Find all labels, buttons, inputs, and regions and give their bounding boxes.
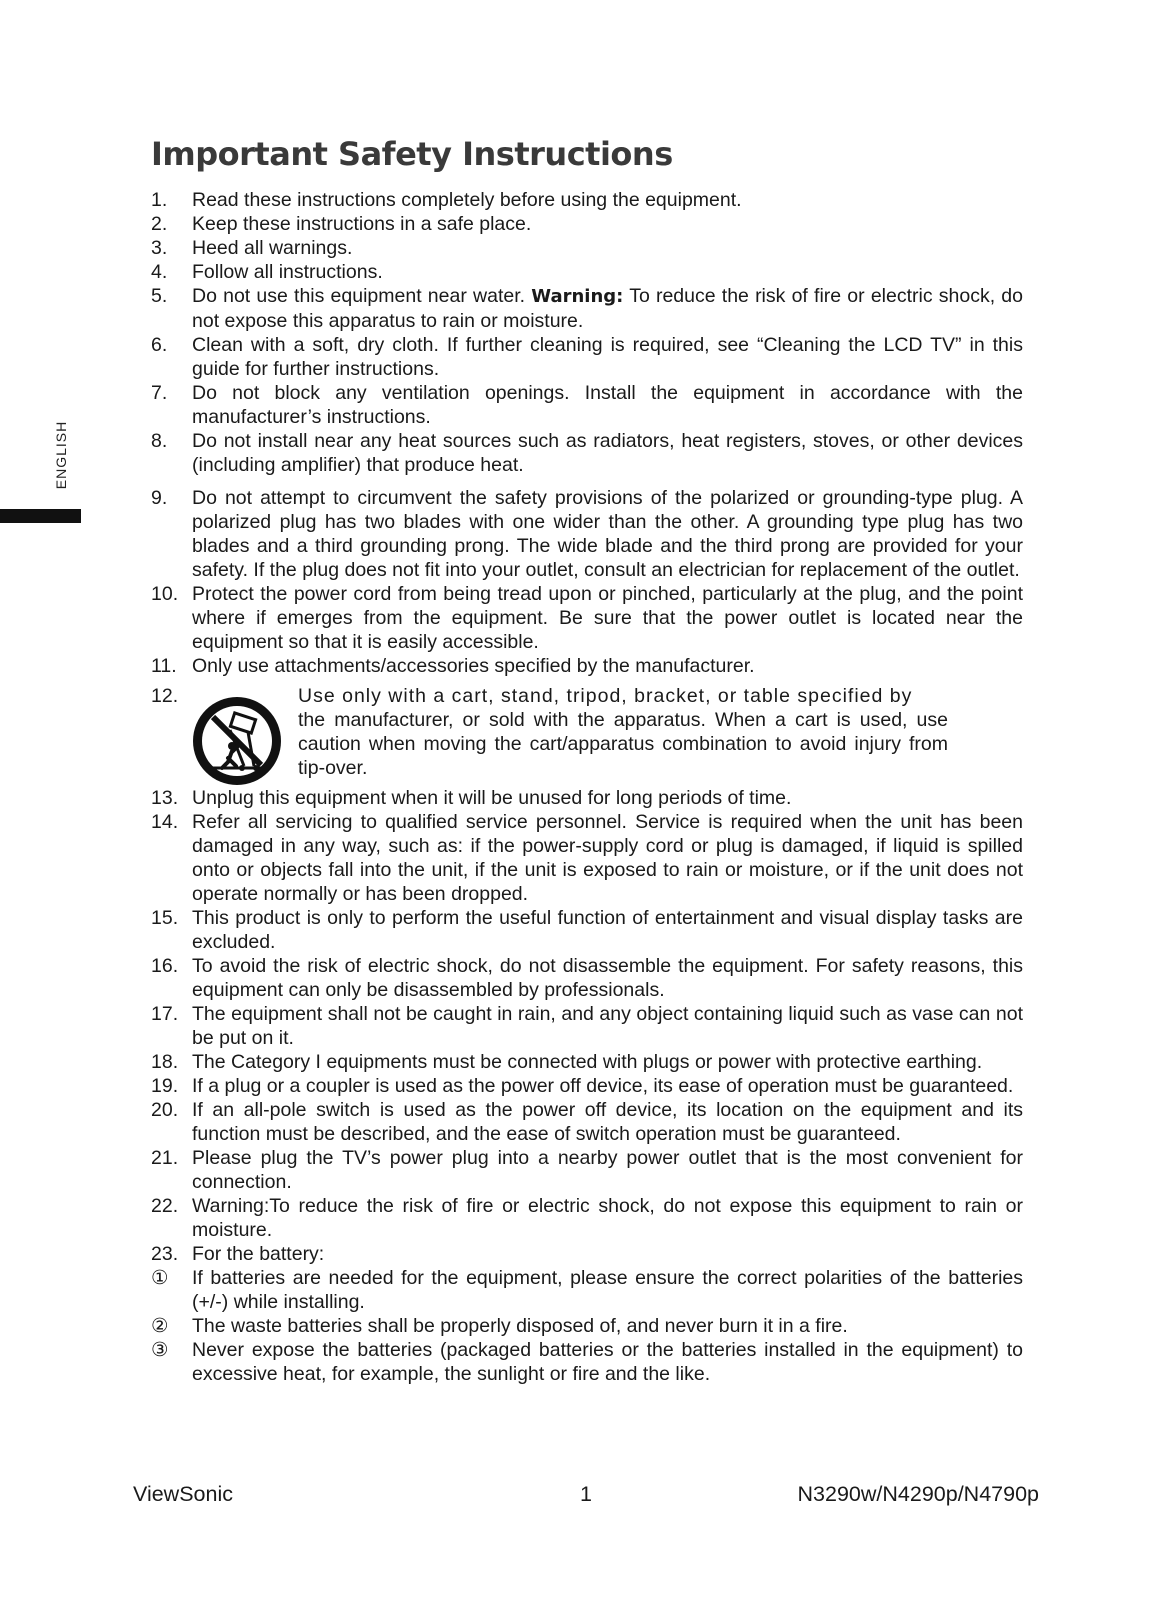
warning-label: Warning: <box>531 286 624 307</box>
list-item <box>151 1266 1023 1314</box>
item-number: 17. <box>151 1003 179 1025</box>
item-text: This product is only to perform the useful function of entertainment and visual display tasks are excluded. <box>192 907 1023 953</box>
item-number: 10. <box>151 583 179 605</box>
item-text: Refer all servicing to qualified service personnel. Service is required when the unit has been damaged in any way, such as: if the power-supply cord or plug is damaged, if liquid is spilled onto or objects fall into the unit, if the unit is exposed to rain or moisture, or if the unit does not operate normally or has been dropped. <box>192 811 1023 905</box>
item-text-first-line: Use only with a cart, stand, tripod, bracket, or table specified by <box>298 685 913 707</box>
list-item <box>151 1194 1023 1242</box>
list-item <box>151 188 1023 212</box>
list-item <box>151 486 1023 582</box>
item-number: 9. <box>151 487 168 509</box>
list-item <box>151 381 1023 429</box>
item-text: If a plug or a coupler is used as the power off device, its ease of operation must be guaranteed. <box>192 1075 1014 1097</box>
item-number: 20. <box>151 1099 179 1121</box>
list-item <box>151 212 1023 236</box>
item-number: 4. <box>151 261 168 283</box>
item-text: Only use attachments/accessories specified by the manufacturer. <box>192 655 755 677</box>
footer-model-numbers: N3290w/N4290p/N4790p <box>797 1482 1039 1506</box>
item-text: Do not install near any heat sources such as radiators, heat registers, stoves, or other devices (including amplifier) that produce heat. <box>192 430 1023 476</box>
item-number: 5. <box>151 285 168 307</box>
item-text-rest: the manufacturer, or sold with the apparatus. When a cart is used, use caution when moving the cart/apparatus combination to avoid injury from tip-over. <box>298 709 948 779</box>
footer-brand: ViewSonic <box>133 1482 233 1506</box>
item-text: Keep these instructions in a safe place. <box>192 213 532 235</box>
item-number: ③ <box>151 1339 169 1361</box>
item-text: If an all-pole switch is used as the power off device, its location on the equipment and its function must be described, and the ease of switch operation must be guaranteed. <box>192 1099 1023 1145</box>
item-number: ① <box>151 1267 169 1289</box>
item-text: Warning:To reduce the risk of fire or electric shock, do not expose this equipment to rain or moisture. <box>192 1195 1023 1241</box>
item-text: For the battery: <box>192 1243 325 1265</box>
page-footer <box>133 1482 1039 1512</box>
list-item <box>151 429 1023 477</box>
item-number: 6. <box>151 334 168 356</box>
item-text: Please plug the TV’s power plug into a nearby power outlet that is the most convenient for connection. <box>192 1147 1023 1193</box>
item-text: Heed all warnings. <box>192 237 353 259</box>
item-number: 3. <box>151 237 168 259</box>
item-text: The Category I equipments must be connected with plugs or power with protective earthing. <box>192 1051 983 1073</box>
list-item <box>151 333 1023 381</box>
item-number: 14. <box>151 811 179 833</box>
item-text: Never expose the batteries (packaged batteries or the batteries installed in the equipment) to excessive heat, for example, the sunlight or fire and the like. <box>192 1339 1023 1385</box>
item-text: Protect the power cord from being tread upon or pinched, particularly at the plug, and the point where if emerges from the equipment. Be sure that the power outlet is located near the equipment so that it is easily accessible. <box>192 583 1023 653</box>
item-text: Do not block any ventilation openings. Install the equipment in accordance with the manufacturer’s instructions. <box>192 382 1023 428</box>
item-text: If batteries are needed for the equipment, please ensure the correct polarities of the batteries (+/-) while installing. <box>192 1267 1023 1313</box>
list-item <box>151 1074 1023 1098</box>
list-item <box>151 786 1023 810</box>
list-item <box>151 1338 1023 1386</box>
item-number: 1. <box>151 189 168 211</box>
language-tab-label: ENGLISH <box>53 420 69 490</box>
item-text <box>192 284 1023 333</box>
item-text-post: To reduce the risk of fire or electric shock, do not expose this apparatus to rain or moisture. <box>192 285 1023 332</box>
item-number: 8. <box>151 430 168 452</box>
item-text <box>298 684 948 780</box>
list-item <box>151 906 1023 954</box>
item-number: 2. <box>151 213 168 235</box>
cart-tip-over-icon <box>192 696 282 786</box>
item-number: 7. <box>151 382 168 404</box>
item-number: ② <box>151 1315 169 1337</box>
list-item <box>151 954 1023 1002</box>
item-number: 16. <box>151 955 179 977</box>
list-item <box>151 1146 1023 1194</box>
list-item <box>151 1314 1023 1338</box>
language-tab-marker <box>0 509 81 523</box>
item-number: 12. <box>151 685 179 707</box>
item-text: Unplug this equipment when it will be unused for long periods of time. <box>192 787 792 809</box>
item-text: Clean with a soft, dry cloth. If further cleaning is required, see “Cleaning the LCD TV” in this guide for further instructions. <box>192 334 1023 380</box>
item-text: The equipment shall not be caught in rain, and any object containing liquid such as vase can not be put on it. <box>192 1003 1023 1049</box>
list-item <box>151 1050 1023 1074</box>
list-item <box>151 1242 1023 1266</box>
list-item <box>151 654 1023 678</box>
item-number: 22. <box>151 1195 179 1217</box>
safety-instructions-list <box>151 188 1023 1386</box>
item-text: To avoid the risk of electric shock, do not disassemble the equipment. For safety reasons, this equipment can only be disassembled by professionals. <box>192 955 1023 1001</box>
list-item <box>151 236 1023 260</box>
list-item <box>151 284 1023 333</box>
item-number: 11. <box>151 655 177 677</box>
item-number: 19. <box>151 1075 179 1097</box>
item-text: Do not attempt to circumvent the safety provisions of the polarized or grounding-type plug. A polarized plug has two blades with one wider than the other. A grounding type plug has two blades and a third grounding prong. The wide blade and the third prong are provided for your safety. If the plug does not fit into your outlet, consult an electrician for replacement of the outlet. <box>192 487 1023 581</box>
item-text: The waste batteries shall be properly disposed of, and never burn it in a fire. <box>192 1315 848 1337</box>
item-text: Read these instructions completely before using the equipment. <box>192 189 742 211</box>
item-number: 18. <box>151 1051 179 1073</box>
page-title: Important Safety Instructions <box>151 135 673 173</box>
footer-page-number: 1 <box>580 1482 592 1506</box>
list-item <box>151 260 1023 284</box>
item-text: Follow all instructions. <box>192 261 383 283</box>
list-item <box>151 810 1023 906</box>
item-number: 21. <box>151 1147 179 1169</box>
item-number: 15. <box>151 907 179 929</box>
item-number: 13. <box>151 787 179 809</box>
list-item-cart-warning <box>151 684 1023 786</box>
item-text-pre: Do not use this equipment near water. <box>192 285 532 307</box>
list-item <box>151 1002 1023 1050</box>
item-number: 23. <box>151 1243 179 1265</box>
list-item <box>151 1098 1023 1146</box>
list-item <box>151 582 1023 654</box>
cart-warning-block <box>192 684 948 786</box>
